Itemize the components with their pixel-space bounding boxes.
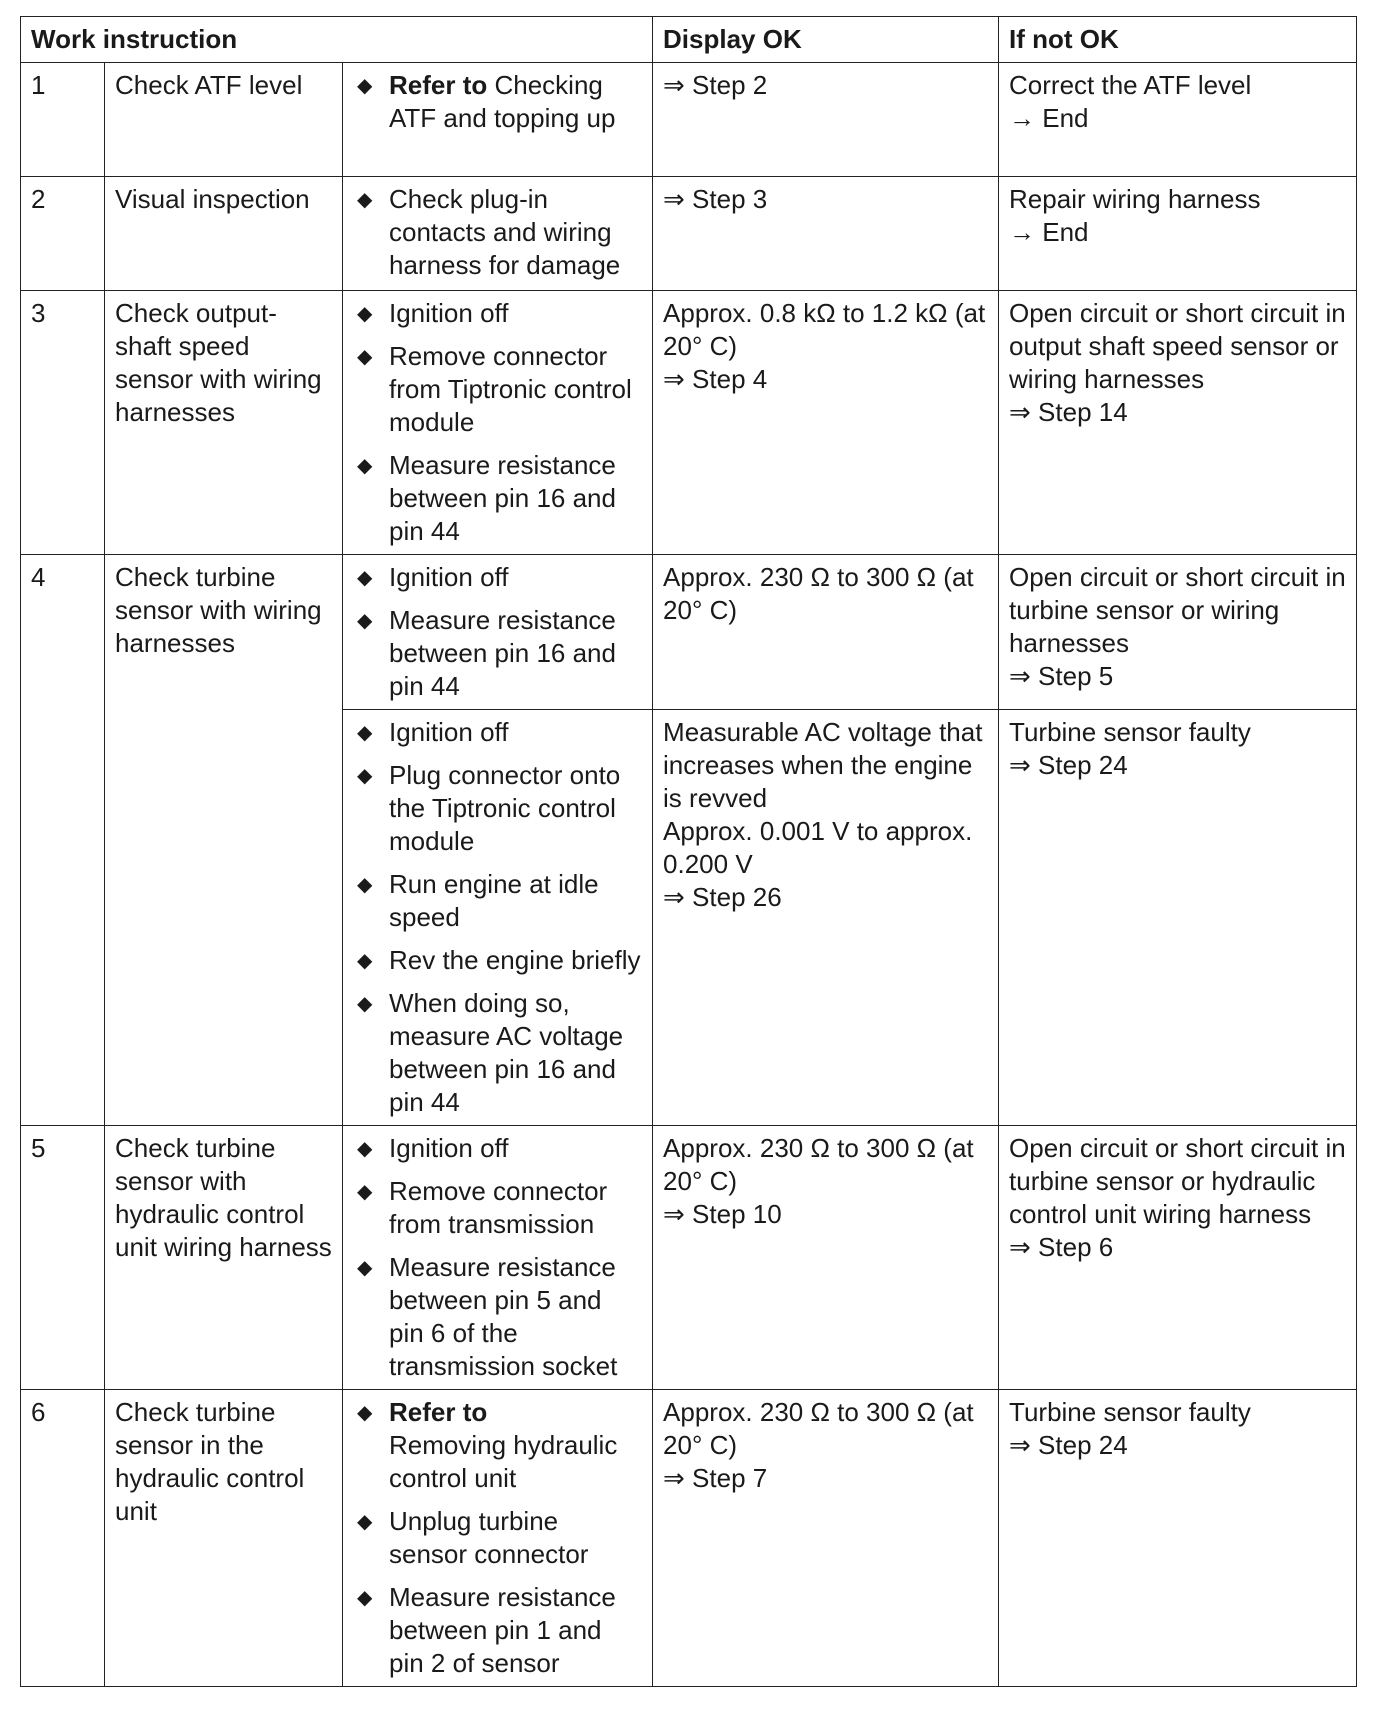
header-if-not-ok: If not OK xyxy=(999,17,1357,63)
instruction-item: ◆ Remove connector from Tiptronic control module xyxy=(357,341,632,437)
step-number: 3 xyxy=(21,291,105,555)
bullet-diamond-icon: ◆ xyxy=(357,1138,373,1160)
bullet-diamond-icon: ◆ xyxy=(357,1511,373,1533)
task-cell: Check turbine sensor with hydraulic control unit wiring harness xyxy=(105,1126,343,1390)
bullet-diamond-icon: ◆ xyxy=(357,75,373,97)
instruction-item: ◆ Plug connector onto the Tiptronic control module xyxy=(357,760,621,856)
instruction-item: ◆ Ignition off xyxy=(353,297,642,330)
task-cell: Check output-shaft speed sensor with wiring harnesses xyxy=(105,291,343,555)
bullet-diamond-icon: ◆ xyxy=(357,722,373,744)
table-row xyxy=(21,1390,1357,1687)
instructions-cell xyxy=(343,1126,653,1390)
bullet-diamond-icon: ◆ xyxy=(357,1181,373,1203)
step-number: 1 xyxy=(21,63,105,177)
instructions-cell xyxy=(343,1390,653,1687)
table-row xyxy=(21,291,1357,555)
instruction-item: ◆ Measure resistance between pin 16 and pin 44 xyxy=(357,605,616,701)
instruction-item: ◆ Run engine at idle speed xyxy=(357,869,599,932)
if-not-ok-cell: Repair wiring harness → End xyxy=(999,177,1357,291)
header-row xyxy=(21,17,1357,63)
instructions-cell xyxy=(343,291,653,555)
instruction-item: ◆ Refer to Removing hydraulic control unit xyxy=(357,1397,618,1493)
display-ok-cell: ⇒ Step 2 xyxy=(653,63,999,177)
work-instruction-table xyxy=(20,16,1357,1687)
if-not-ok-cell: Turbine sensor faulty ⇒ Step 24 xyxy=(999,1390,1357,1687)
if-not-ok-cell: Open circuit or short circuit in turbine sensor or wiring harnesses ⇒ Step 5 xyxy=(999,555,1357,710)
table-row xyxy=(21,555,1357,710)
instruction-item: ◆ Measure resistance between pin 1 and pin 2 of sensor xyxy=(357,1582,616,1678)
bullet-diamond-icon: ◆ xyxy=(357,993,373,1015)
table-row xyxy=(21,1126,1357,1390)
header-work-instruction: Work instruction xyxy=(21,17,653,63)
step-number: 5 xyxy=(21,1126,105,1390)
task-cell: Check turbine sensor with wiring harnesses xyxy=(105,555,343,1126)
table-row xyxy=(21,177,1357,291)
bullet-diamond-icon: ◆ xyxy=(357,950,373,972)
instructions-cell xyxy=(343,555,653,710)
bullet-diamond-icon: ◆ xyxy=(357,189,373,211)
instruction-item: ◆ Ignition off xyxy=(353,716,642,749)
if-not-ok-cell: Open circuit or short circuit in output shaft speed sensor or wiring harnesses ⇒ Step 14 xyxy=(999,291,1357,555)
step-number: 2 xyxy=(21,177,105,291)
bullet-diamond-icon: ◆ xyxy=(357,1402,373,1424)
instruction-item: ◆ Measure resistance between pin 5 and pin 6 of the transmission socket xyxy=(357,1252,618,1381)
bullet-diamond-icon: ◆ xyxy=(357,610,373,632)
bullet-diamond-icon: ◆ xyxy=(357,874,373,896)
table-row xyxy=(21,63,1357,177)
display-ok-cell: Approx. 230 Ω to 300 Ω (at 20° C) xyxy=(653,555,999,710)
bullet-diamond-icon: ◆ xyxy=(357,1587,373,1609)
bullet-diamond-icon: ◆ xyxy=(357,303,373,325)
if-not-ok-cell: Correct the ATF level → End xyxy=(999,63,1357,177)
task-cell: Visual inspection xyxy=(105,177,343,291)
instructions-cell xyxy=(343,177,653,291)
instruction-item: ◆ Ignition off xyxy=(353,561,642,594)
instruction-item: ◆ Refer to Checking ATF and topping up xyxy=(357,70,616,133)
display-ok-cell: Measurable AC voltage that increases when the engine is revved Approx. 0.001 V to approx. 0.200 V ⇒ Step 26 xyxy=(653,710,999,1126)
instruction-item: ◆ Rev the engine briefly xyxy=(353,944,642,977)
display-ok-cell: Approx. 230 Ω to 300 Ω (at 20° C) ⇒ Step 10 xyxy=(653,1126,999,1390)
display-ok-cell: Approx. 0.8 kΩ to 1.2 kΩ (at 20° C) ⇒ Step 4 xyxy=(653,291,999,555)
bullet-diamond-icon: ◆ xyxy=(357,1257,373,1279)
task-cell: Check ATF level xyxy=(105,63,343,177)
instruction-item: ◆ Unplug turbine sensor connector xyxy=(357,1506,589,1569)
step-number: 4 xyxy=(21,555,105,1126)
instruction-item: ◆ Remove connector from transmission xyxy=(357,1176,608,1239)
instructions-cell xyxy=(343,710,653,1126)
instruction-item: ◆ Measure resistance between pin 16 and pin 44 xyxy=(357,450,616,546)
task-cell: Check turbine sensor in the hydraulic control unit xyxy=(105,1390,343,1687)
if-not-ok-cell: Turbine sensor faulty ⇒ Step 24 xyxy=(999,710,1357,1126)
step-number: 6 xyxy=(21,1390,105,1687)
if-not-ok-cell: Open circuit or short circuit in turbine sensor or hydraulic control unit wiring harness ⇒ Step 6 xyxy=(999,1126,1357,1390)
display-ok-cell: Approx. 230 Ω to 300 Ω (at 20° C) ⇒ Step 7 xyxy=(653,1390,999,1687)
bullet-diamond-icon: ◆ xyxy=(357,346,373,368)
bullet-diamond-icon: ◆ xyxy=(357,765,373,787)
header-display-ok: Display OK xyxy=(653,17,999,63)
instructions-cell xyxy=(343,63,653,177)
display-ok-cell: ⇒ Step 3 xyxy=(653,177,999,291)
instruction-item: ◆ When doing so, measure AC voltage between pin 16 and pin 44 xyxy=(357,988,624,1117)
instruction-item: ◆ Check plug-in contacts and wiring harness for damage xyxy=(357,184,621,280)
bullet-diamond-icon: ◆ xyxy=(357,567,373,589)
bullet-diamond-icon: ◆ xyxy=(357,455,373,477)
instruction-item: ◆ Ignition off xyxy=(353,1132,642,1165)
